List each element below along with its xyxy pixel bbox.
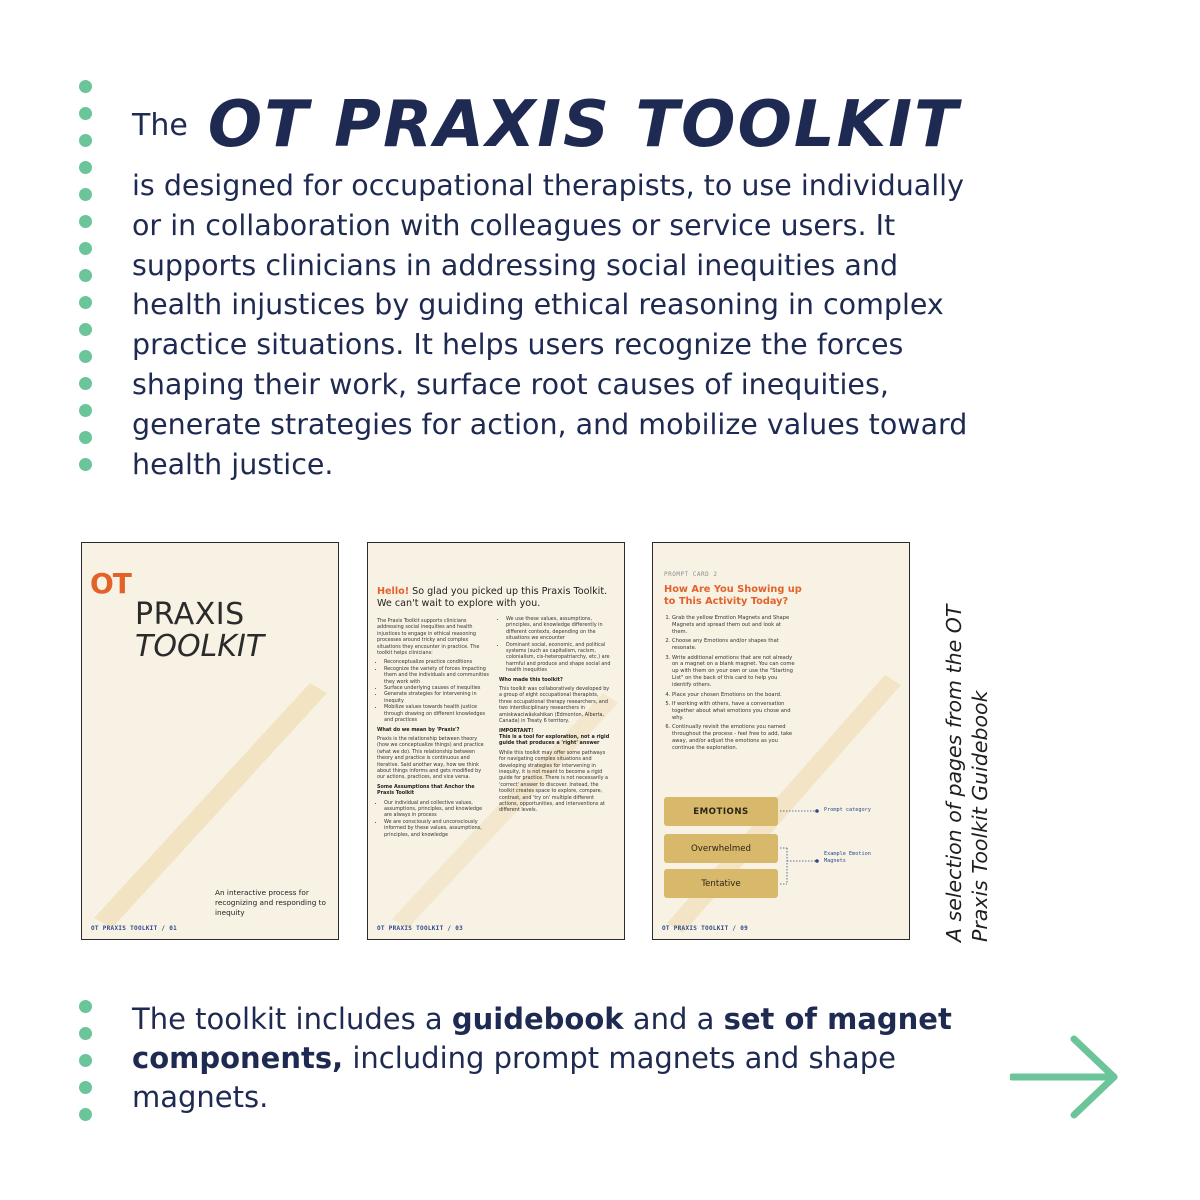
- intro-heading-rest: So glad you picked up this Praxis Toolkit. We can't wait to explore with you.: [377, 586, 608, 609]
- list-item: 4. Place your chosen Emotions on the board.: [672, 692, 796, 699]
- important-subheading: This is a tool for exploration, not a rigid guide that produces a 'right' answer: [499, 733, 610, 747]
- intro-bullets-1: [377, 659, 489, 723]
- list-item: • Reconceptualize practice conditions: [384, 659, 489, 665]
- list-item: • Generate strategies for intervening in inequity: [384, 691, 489, 704]
- components-text-1: The toolkit includes a: [132, 1002, 452, 1036]
- intro-heading: [377, 586, 619, 610]
- components-text-2: and a: [623, 1002, 724, 1036]
- prompt-card-label: PROMPT CARD 2: [664, 571, 718, 578]
- magnet-tentative: Tentative: [664, 869, 778, 898]
- assumptions-heading: Some Assumptions that Anchor the Praxis Toolkit: [377, 783, 475, 797]
- important-paragraph: While this toolkit may offer some pathways for navigating complex situations and developing strategies for intervening in inequity, it is not meant to become a rigid guide for practice. There is not necessarily a 'correct' answer to discover. Instead, the toolkit creates space to explore, compare, contrast, and 'try on' multiple different actions, opportunities, and interventions at different levels.: [499, 749, 609, 814]
- important-heading: IMPORTANT!: [499, 727, 534, 734]
- list-item: • Surface underlying causes of inequities: [384, 685, 489, 691]
- components-magnets: set of magnet components,: [132, 1002, 952, 1075]
- intro-p1: The Praxis Toolkit supports clinicians addressing social inequities and health injustices to engage in ethical reasoning processes around tricky and complex situations they encounter in practice. The toolkit helps clinicians:: [377, 618, 480, 657]
- magnet-emotions: EMOTIONS: [664, 797, 778, 826]
- annotation-connectors: [653, 543, 910, 940]
- list-item: 2. Choose any Emotions and/or shapes that resonate.: [672, 638, 796, 652]
- list-item: • Dominant social, economic, and political systems (such as capitalism, racism, colonialism, cis-heteropatriarchy, etc.) are harmful and produce and shape social and health inequities: [506, 642, 611, 674]
- list-item: • Mobilize values towards health justice through drawing on different knowledges and practices: [384, 704, 489, 723]
- guidebook-page-intro: [367, 542, 625, 940]
- intro-column-left: [377, 618, 489, 841]
- intro-paragraph: is designed for occupational therapists, to use individually or in collaboration with colleagues or service users. It supports clinicians in addressing social inequities and health injustices by guiding ethical reasoning in complex practice situations. It helps users recognize the forces shaping their work, surface root causes of inequities, generate strategies for action, and mobilize values toward health justice.: [132, 169, 968, 481]
- annotation-example-magnets: Example Emotion Magnets: [824, 851, 871, 864]
- guidebook-page-prompt-card: [652, 542, 910, 940]
- page-footer: OT PRAXIS TOOLKIT / 03: [377, 925, 464, 932]
- list-item: 5. If working with others, have a conversation together about what emotions you chose and why.: [672, 701, 796, 722]
- pages-caption: A selection of pages from the OT Praxis Toolkit Guidebook: [942, 604, 992, 942]
- list-item: • We use these values, assumptions, principles, and knowledge differently in different contexts, depending on the situations we encounter: [506, 616, 611, 642]
- list-item: 6. Continually revisit the emotions you named throughout the process - feel free to add, take away, and/or adjust the emotions as you continue the exploration.: [672, 724, 796, 752]
- list-item: • Recognize the variety of forces impacting them and the individuals and communities they work with: [384, 666, 489, 685]
- dotted-accent-bottom: [79, 1000, 93, 1120]
- list-item: 3. Write additional emotions that are not already on a magnet on a blank magnet. You can come up with them on your own or use the "Starting List" on the back of this card to help you identify others.: [672, 655, 796, 690]
- magnet-overwhelmed: Overwhelmed: [664, 834, 778, 863]
- cover-tagline: An interactive process for recognizing and responding to inequity: [215, 888, 326, 917]
- cover-toolkit: TOOLKIT: [135, 629, 265, 664]
- headline: [132, 88, 960, 162]
- list-item: • Our individual and collective values, assumptions, principles, and knowledge are always in process: [384, 800, 489, 819]
- who-heading: Who made this toolkit?: [499, 676, 563, 683]
- guidebook-page-cover: [81, 542, 339, 940]
- intro-bullets-3: [499, 616, 611, 674]
- hello-text: Hello!: [377, 586, 410, 597]
- cover-ot: OT: [90, 567, 131, 600]
- page-footer: OT PRAXIS TOOLKIT / 09: [662, 925, 749, 932]
- intro-column-right: [499, 616, 611, 817]
- components-text-3: including prompt magnets and shape magnets.: [132, 1041, 896, 1114]
- list-item: • We are consciously and unconsciously informed by these values, assumptions, principles, and knowledge: [384, 819, 489, 838]
- brand-title: OT PRAXIS TOOLKIT: [207, 88, 960, 162]
- headline-prefix: The: [132, 107, 188, 143]
- cover-praxis: PRAXIS: [135, 597, 245, 632]
- who-paragraph: This toolkit was collaboratively developed by a group of eight occupational therapists, three occupational therapy researchers, and two interdisciplinary researchers in amiskwaciwâskahikan (Edmonton, Alberta, Canada) in Treaty 6 territory.: [499, 686, 610, 725]
- components-guidebook: guidebook: [451, 1002, 624, 1036]
- annotation-prompt-category: Prompt category: [824, 807, 871, 813]
- dotted-accent-top: [79, 80, 93, 470]
- intro-bullets-2: [377, 800, 489, 838]
- components-paragraph: [132, 1000, 952, 1117]
- arrow-right-icon[interactable]: [1010, 1034, 1122, 1120]
- list-item: 1. Grab the yellow Emotion Magnets and Shape Magnets and spread them out and look at them.: [672, 615, 796, 636]
- prompt-card-title: How Are You Showing up to This Activity Today?: [664, 584, 802, 607]
- praxis-paragraph: Praxis is the relationship between theory (how we conceptualize things) and practice (what we do). This relationship between theory and practice is continuous and iterative. Said another way, how we think about things informs and gets modified by our actions, practices, and vice versa.: [377, 735, 484, 781]
- praxis-heading: What do we mean by 'Praxis'?: [377, 726, 460, 733]
- page-footer: OT PRAXIS TOOLKIT / 01: [91, 925, 178, 932]
